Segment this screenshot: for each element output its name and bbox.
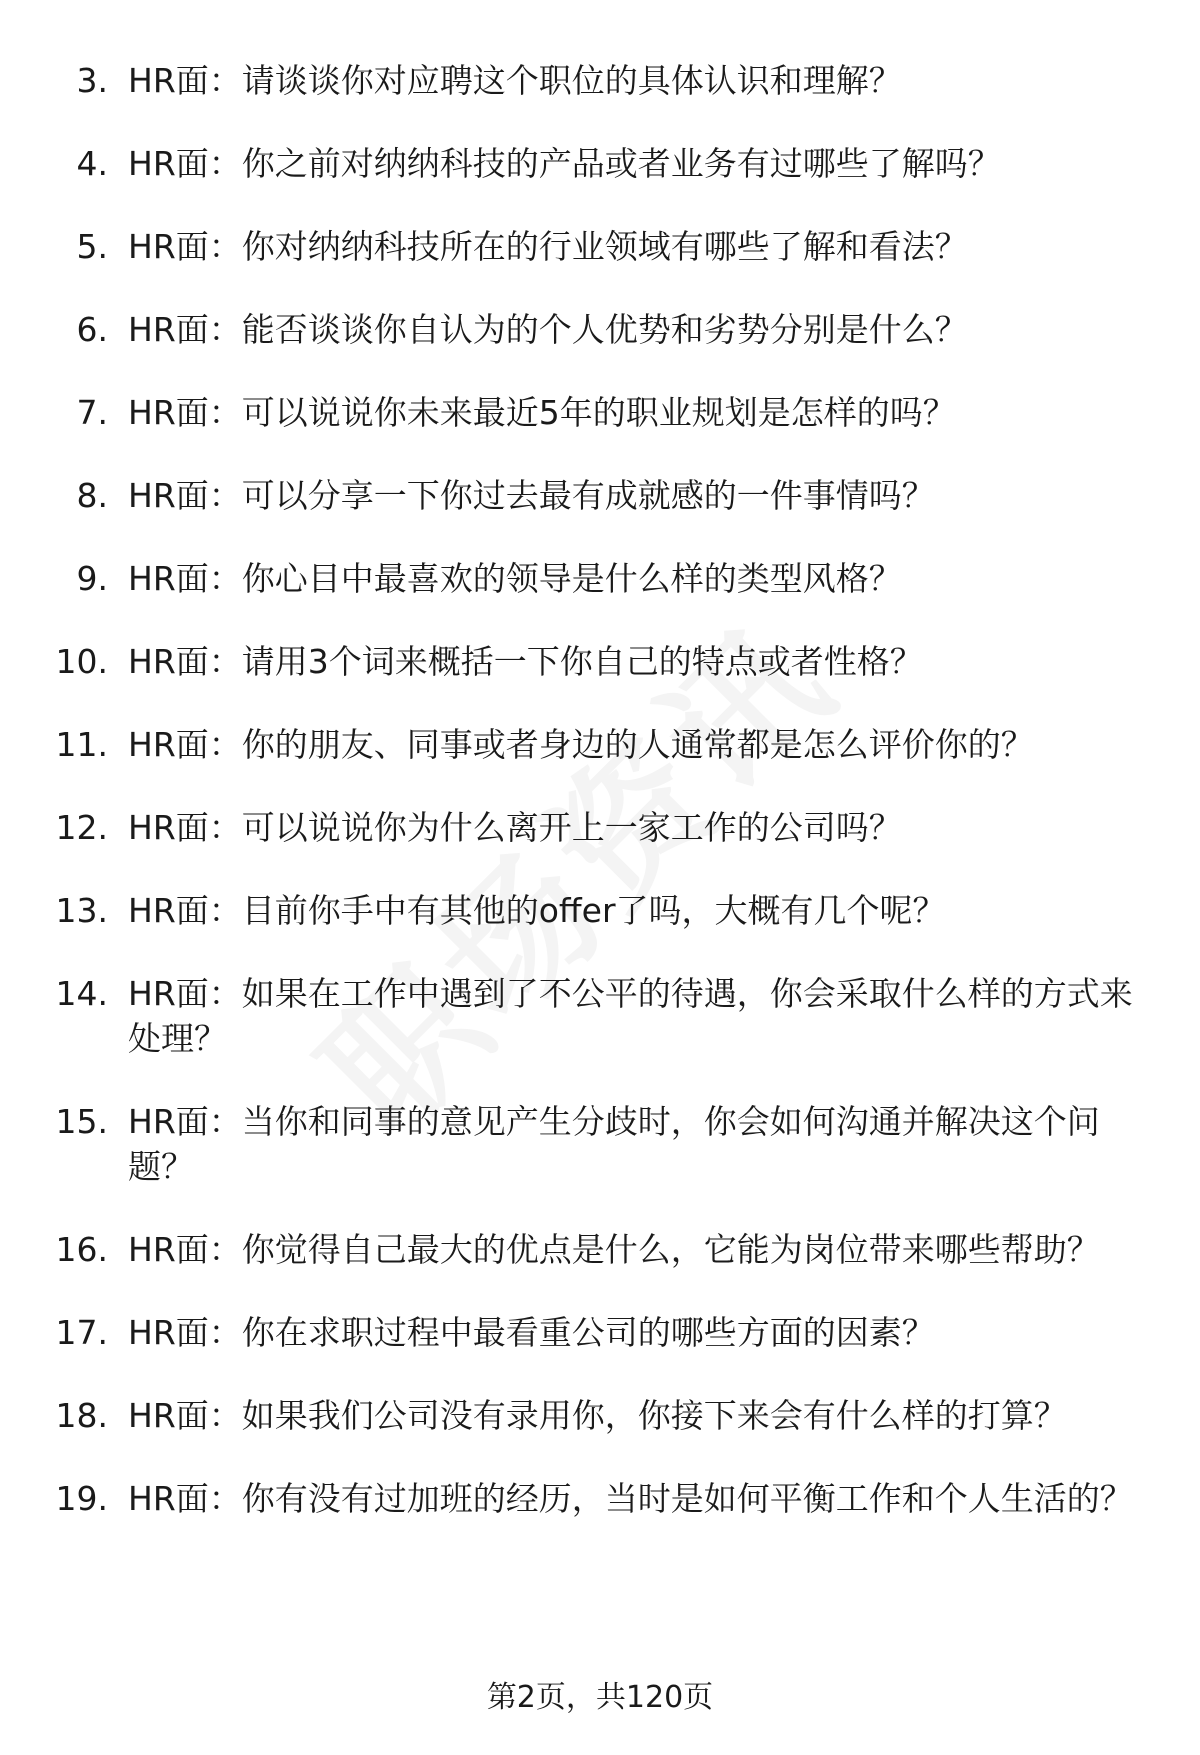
item-text: HR面：你觉得自己最大的优点是什么，它能为岗位带来哪些帮助？ [128, 1230, 1100, 1269]
item-number: 16. [55, 1230, 108, 1269]
list-item [0, 58, 1200, 103]
list-item [0, 722, 1200, 767]
list-item [0, 639, 1200, 684]
item-text: HR面：你对纳纳科技所在的行业领域有哪些了解和看法？ [128, 227, 968, 266]
question-list [0, 58, 1200, 1559]
item-number: 17. [55, 1313, 108, 1352]
list-item [0, 141, 1200, 186]
item-text: HR面：你心目中最喜欢的领导是什么样的类型风格？ [128, 559, 902, 598]
item-number: 3. [76, 61, 108, 100]
list-item [0, 1227, 1200, 1272]
item-text: HR面：目前你手中有其他的offer了吗，大概有几个呢？ [128, 891, 946, 930]
list-item [0, 971, 1200, 1061]
item-number: 15. [55, 1102, 108, 1141]
item-number: 8. [76, 476, 108, 515]
item-text: HR面：请谈谈你对应聘这个职位的具体认识和理解？ [128, 61, 902, 100]
list-item [0, 1099, 1200, 1189]
item-text: HR面：请用3个词来概括一下你自己的特点或者性格？ [128, 642, 923, 681]
item-text: HR面：能否谈谈你自认为的个人优势和劣势分别是什么？ [128, 310, 968, 349]
item-text: HR面：你的朋友、同事或者身边的人通常都是怎么评价你的？ [128, 725, 1034, 764]
item-text: HR面：如果在工作中遇到了不公平的待遇，你会采取什么样的方式来处理？ [128, 974, 1133, 1058]
item-text: HR面：你有没有过加班的经历，当时是如何平衡工作和个人生活的？ [128, 1479, 1133, 1518]
list-item [0, 1393, 1200, 1438]
list-item [0, 888, 1200, 933]
list-item [0, 805, 1200, 850]
item-number: 19. [55, 1479, 108, 1518]
item-text: HR面：如果我们公司没有录用你，你接下来会有什么样的打算？ [128, 1396, 1067, 1435]
item-number: 14. [55, 974, 108, 1013]
list-item [0, 556, 1200, 601]
list-item [0, 1476, 1200, 1521]
list-item [0, 390, 1200, 435]
item-number: 4. [76, 144, 108, 183]
item-number: 6. [76, 310, 108, 349]
item-text: HR面：可以分享一下你过去最有成就感的一件事情吗？ [128, 476, 935, 515]
item-number: 9. [76, 559, 108, 598]
item-number: 10. [55, 642, 108, 681]
list-item [0, 473, 1200, 518]
list-item [0, 307, 1200, 352]
item-text: HR面：当你和同事的意见产生分歧时，你会如何沟通并解决这个问题？ [128, 1102, 1100, 1186]
list-item [0, 224, 1200, 269]
item-text: HR面：你在求职过程中最看重公司的哪些方面的因素？ [128, 1313, 935, 1352]
item-number: 18. [55, 1396, 108, 1435]
list-item [0, 1310, 1200, 1355]
page-footer: 第2页，共120页 [486, 1680, 714, 1715]
item-number: 11. [55, 725, 108, 764]
item-text: HR面：可以说说你为什么离开上一家工作的公司吗？ [128, 808, 902, 847]
item-number: 13. [55, 891, 108, 930]
item-number: 5. [76, 227, 108, 266]
item-number: 7. [76, 393, 108, 432]
item-text: HR面：可以说说你未来最近5年的职业规划是怎样的吗？ [128, 393, 956, 432]
item-text: HR面：你之前对纳纳科技的产品或者业务有过哪些了解吗？ [128, 144, 1001, 183]
item-number: 12. [55, 808, 108, 847]
